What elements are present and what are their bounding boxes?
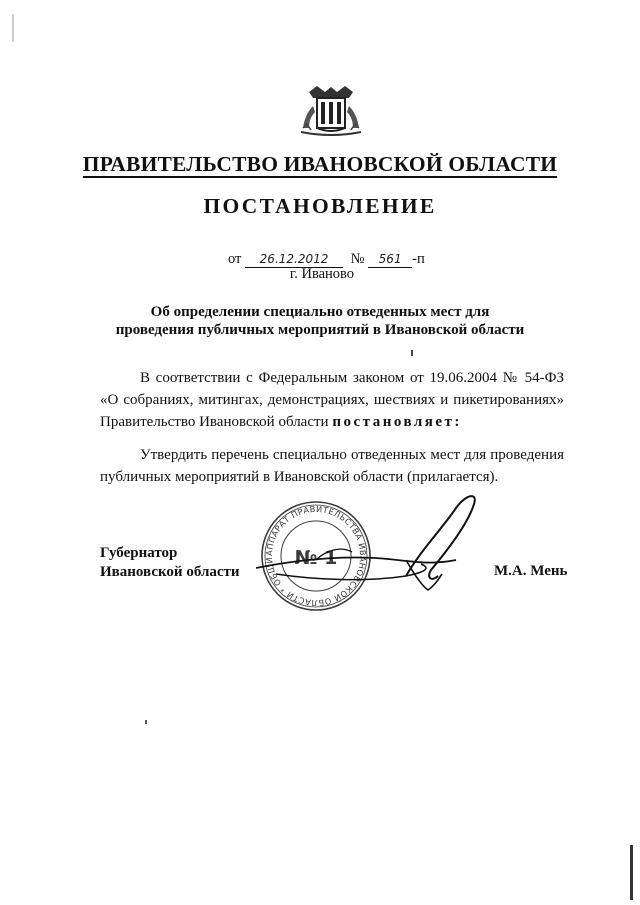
scan-edge-line [12, 14, 14, 42]
decision-word: постановляет: [332, 414, 462, 430]
scan-mark [411, 350, 413, 356]
handwritten-signature [256, 490, 486, 600]
document-type-title: ПОСТАНОВЛЕНИЕ [203, 194, 437, 218]
resolution-paragraph [100, 444, 564, 488]
organization-title: ПРАВИТЕЛЬСТВО ИВАНОВСКОЙ ОБЛАСТИ [82, 152, 558, 176]
stamp-ring-text: АППАРАТ ПРАВИТЕЛЬСТВА ИВАНОВСКОЙ ОБЛАСТИ * ОБЩИ [263, 503, 369, 609]
number-suffix: -п [412, 251, 425, 267]
coat-of-arms-emblem [299, 84, 363, 136]
date-prefix: от [228, 251, 242, 267]
document-date: 26.12.2012 [245, 252, 343, 268]
preamble-text: В соответствии с Федеральным законом от 19.06.2004 № 54-ФЗ «О собраниях, митингах, демонстрациях, шествиях и пикетированиях» Правительство Ивановской области [100, 370, 564, 430]
scan-edge-line [630, 845, 633, 900]
signatory-title-line2: Ивановской области [100, 564, 240, 580]
scan-mark [145, 720, 147, 724]
resolution-text: Утвердить перечень специально отведенных мест для проведения публичных мероприятий в Ивановской области (прилагается). [100, 447, 564, 485]
signatory-name: М.А. Мень [494, 563, 568, 579]
signatory-title-line1: Губернатор [100, 545, 178, 561]
city: г. Иваново [289, 266, 355, 282]
stamp-center-text: № 1 [294, 547, 338, 569]
number-sign: № [350, 251, 365, 267]
preamble-paragraph [100, 367, 564, 433]
document-subject: Об определении специально отведенных мест для проведения публичных мероприятий в Ивановской области [115, 304, 525, 338]
signatory-title [100, 544, 240, 582]
document-number: 561 [368, 252, 412, 268]
